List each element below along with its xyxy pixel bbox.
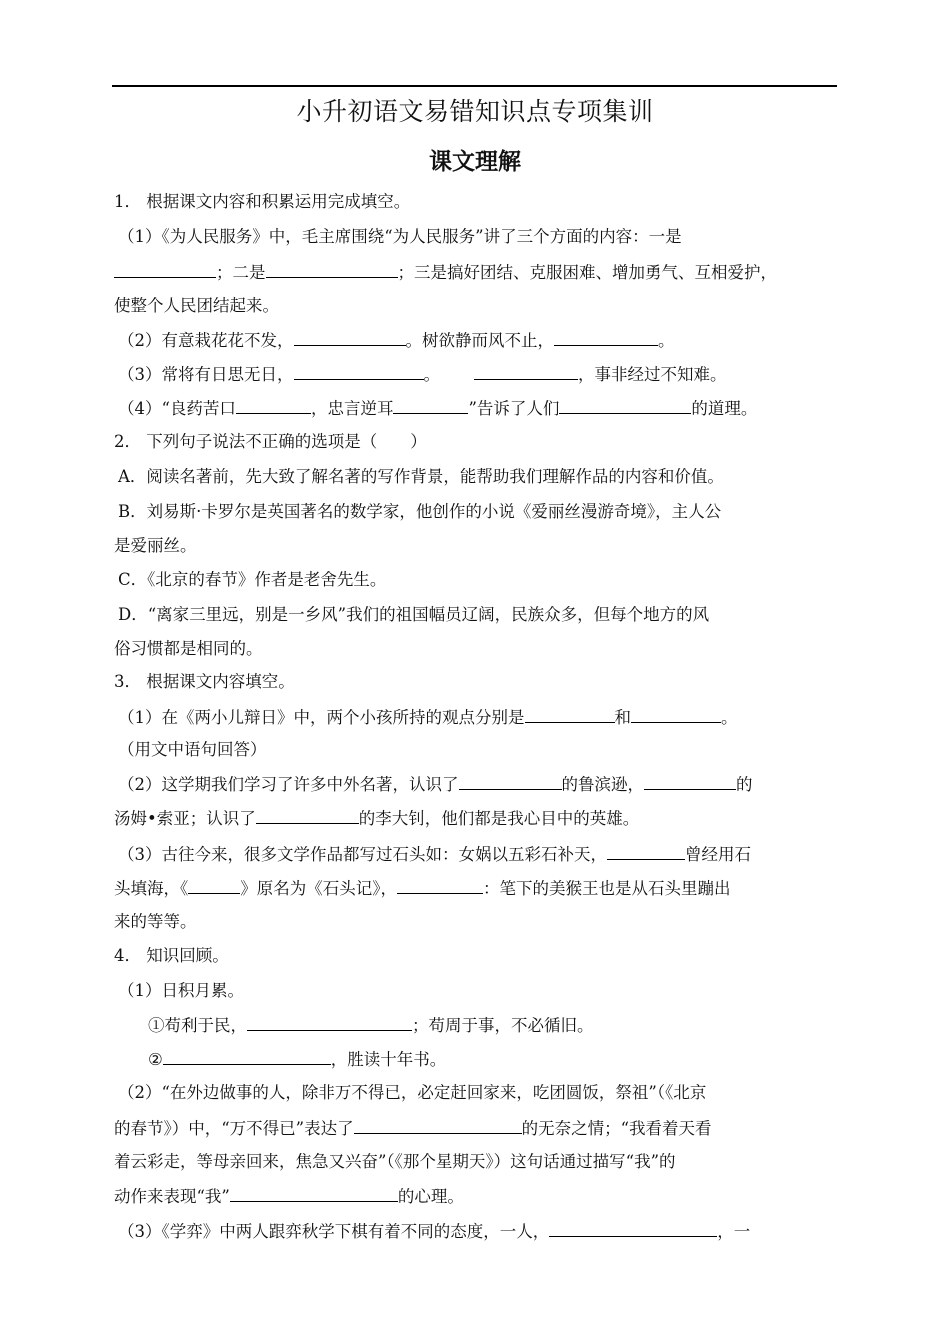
answer-blank[interactable] bbox=[393, 396, 468, 414]
answer-blank[interactable] bbox=[554, 328, 658, 346]
section-title: 课文理解 bbox=[429, 149, 521, 175]
q3-item-1-note: （用文中语句回答） bbox=[118, 740, 267, 759]
page-title: 小升初语文易错知识点专项集训 bbox=[296, 97, 654, 126]
q1-item-1: （1）《为人民服务》中，毛主席围绕“为人民服务”讲了三个方面的内容：一是 bbox=[118, 227, 682, 246]
q1-item-4: （4）“良药苦口 ，忠言逆耳 ”告诉了人们 的道理。 bbox=[118, 396, 757, 421]
q4-item-1-line1: ①苟利于民， ；苟周于事，不必循旧。 bbox=[148, 1013, 594, 1038]
answer-blank[interactable] bbox=[266, 260, 398, 278]
q3-item-3-end: 来的等等。 bbox=[114, 912, 197, 931]
answer-blank[interactable] bbox=[256, 806, 359, 824]
answer-blank[interactable] bbox=[559, 396, 691, 414]
answer-blank[interactable] bbox=[644, 772, 736, 790]
answer-blank[interactable] bbox=[247, 1013, 412, 1031]
q4-item-2-cont1: 的春节》）中，“万不得已”表达了 的无奈之情；“我看着天看 bbox=[114, 1116, 712, 1141]
q4-item-1-line2: ② ，胜读十年书。 bbox=[148, 1047, 446, 1072]
q3-item-2-cont: 汤姆•索亚；认识了 的李大钊，他们都是我心目中的英雄。 bbox=[114, 806, 639, 831]
q4-item-2-cont2: 着云彩走，等母亲回来，焦急又兴奋”（《那个星期天》）这句话通过描写“我”的 bbox=[114, 1152, 676, 1171]
q3-item-3-cont: 头填海，《 》原名为《石头记》， ：笔下的美猴王也是从石头里蹦出 bbox=[114, 876, 731, 901]
question-3: 3． 根据课文内容填空。 bbox=[114, 672, 295, 691]
answer-blank[interactable] bbox=[236, 396, 311, 414]
answer-blank[interactable] bbox=[607, 842, 685, 860]
q2-option-a: A．阅读名著前，先大致了解名著的写作背景，能帮助我们理解作品的内容和价值。 bbox=[118, 467, 724, 486]
answer-blank[interactable] bbox=[114, 260, 216, 278]
q2-option-c: C．《北京的春节》作者是老舍先生。 bbox=[118, 570, 387, 589]
q4-item-2-cont3: 动作来表现“我” 的心理。 bbox=[114, 1184, 464, 1209]
answer-blank[interactable] bbox=[631, 705, 721, 723]
q3-item-1: （1）在《两小儿辩日》中，两个小孩所持的观点分别是 和 。 bbox=[118, 705, 738, 730]
q2-option-d-cont: 俗习惯都是相同的。 bbox=[114, 639, 263, 658]
answer-blank[interactable] bbox=[354, 1116, 522, 1134]
answer-blank[interactable] bbox=[188, 876, 240, 894]
q3-item-3: （3）古往今来，很多文学作品都写过石头如：女娲以五彩石补天， 曾经用石 bbox=[118, 842, 751, 867]
header-rule bbox=[112, 85, 837, 87]
answer-blank[interactable] bbox=[474, 362, 578, 380]
question-1: 1． 根据课文内容和积累运用完成填空。 bbox=[114, 192, 411, 211]
q3-item-2: （2）这学期我们学习了许多中外名著，认识了 的鲁滨逊， 的 bbox=[118, 772, 753, 797]
q4-item-2: （2）“在外边做事的人，除非万不得已，必定赶回家来，吃团圆饭，祭祖”（《北京 bbox=[118, 1083, 707, 1102]
answer-blank[interactable] bbox=[525, 705, 615, 723]
answer-blank[interactable] bbox=[163, 1047, 331, 1065]
q2-option-b-cont: 是爱丽丝。 bbox=[114, 536, 197, 555]
q4-item-1: （1）日积月累。 bbox=[118, 981, 244, 1000]
question-4: 4． 知识回顾。 bbox=[114, 946, 229, 965]
q2-option-d: D．“离家三里远，别是一乡风”我们的祖国幅员辽阔，民族众多，但每个地方的风 bbox=[118, 605, 710, 624]
answer-blank[interactable] bbox=[459, 772, 562, 790]
q1-item-3: （3）常将有日思无日， 。 ，事非经过不知难。 bbox=[118, 362, 727, 387]
answer-blank[interactable] bbox=[294, 362, 424, 380]
q2-option-b: B．刘易斯·卡罗尔是英国著名的数学家，他创作的小说《爱丽丝漫游奇境》，主人公 bbox=[118, 502, 722, 521]
answer-blank[interactable] bbox=[397, 876, 483, 894]
q4-item-3: （3）《学弈》中两人跟弈秋学下棋有着不同的态度，一人， ，一 bbox=[118, 1219, 750, 1244]
q1-item-1-end: 使整个人民团结起来。 bbox=[114, 296, 279, 315]
q1-item-2: （2）有意栽花花不发， 。树欲静而风不止， 。 bbox=[118, 328, 675, 353]
answer-blank[interactable] bbox=[294, 328, 406, 346]
q1-item-1-cont: ；二是 ；三是搞好团结、克服困难、增加勇气、互相爱护， bbox=[114, 260, 777, 285]
question-2: 2． 下列句子说法不正确的选项是（ ） bbox=[114, 432, 427, 451]
answer-blank[interactable] bbox=[230, 1184, 398, 1202]
answer-blank[interactable] bbox=[549, 1219, 717, 1237]
